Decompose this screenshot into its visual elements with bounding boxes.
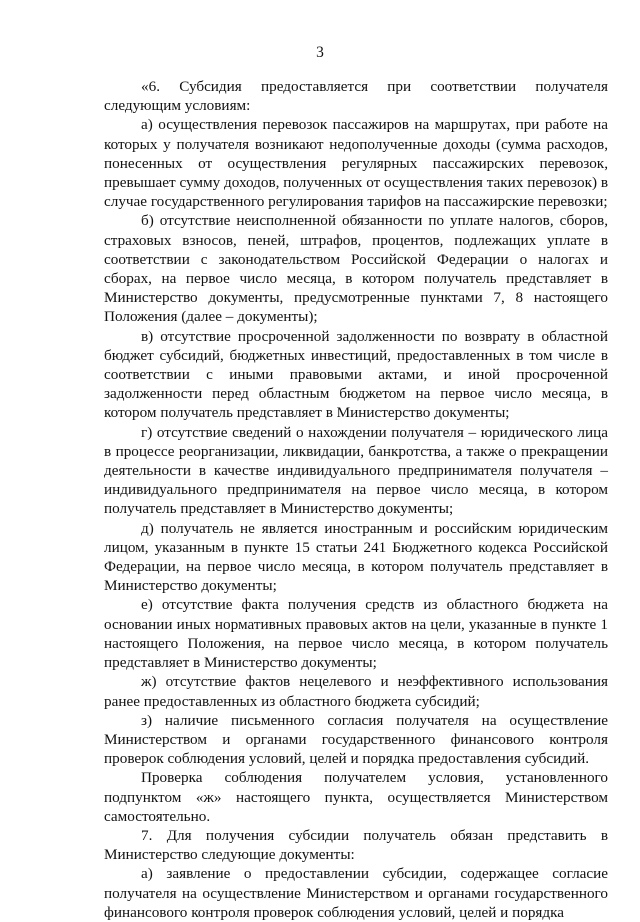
paragraph-6g: г) отсутствие сведений о нахождении получателя – юридического лица в процессе реорганизации, ликвидации, банкротства, а также о прекращении деятельности в качестве индивидуального предпринимателя получателя – индивидуального предпринимателя на первое число месяца, в котором получатель представляет в Министерство документы;: [104, 423, 608, 518]
paragraph-7-intro: 7. Для получения субсидии получатель обязан представить в Министерство следующие документы:: [104, 826, 608, 864]
paragraph-verification: Проверка соблюдения получателем условия, установленного подпунктом «ж» настоящего пункта, осуществляется Министерством самостоятельно.: [104, 769, 608, 825]
paragraph-7a: а) заявление о предоставлении субсидии, содержащее согласие получателя на осуществление Министерством и органами государственного финансового контроля проверок соблюдения условий, целей и порядка: [104, 865, 608, 921]
paragraph-6-intro: «6. Субсидия предоставляется при соответствии получателя следующим условиям:: [104, 78, 608, 115]
paragraph-6b: б) отсутствие неисполненной обязанности по уплате налогов, сборов, страховых взносов, пеней, штрафов, процентов, подлежащих уплате в соответствии с законодательством Российской Федерации о налогах и сборах, на первое число месяца, в котором получатель представляет в Министерство документы, предусмотренные пунктами 7, 8 настоящего Положения (далее – документы);: [104, 212, 608, 326]
paragraph-6a: а) осуществления перевозок пассажиров на маршрутах, при работе на которых у получателя возникают недополученные доходы (сумма расходов, понесенных от осуществления регулярных пассажирских перевозок, превышает сумму доходов, полученных от осуществления таких перевозок) в случае государственного регулирования тарифов на пассажирские перевозки;: [104, 116, 608, 211]
page-number: 3: [316, 44, 324, 61]
paragraph-6v: в) отсутствие просроченной задолженности по возврату в областной бюджет субсидий, бюджетных инвестиций, предоставленных в том числе в соответствии с иными правовыми актами, и иной просроченной задолженности перед областным бюджетом на первое число месяца, в котором получатель представляет в Министерство документы;: [104, 327, 608, 422]
paragraph-6d: д) получатель не является иностранным и российским юридическим лицом, указанным в пункте 15 статьи 241 Бюджетного кодекса Российской Федерации, на первое число месяца, в котором получатель представляет в Министерство документы;: [104, 519, 608, 595]
paragraph-6zh: ж) отсутствие фактов нецелевого и неэффективного использования ранее предоставленных из областного бюджета субсидий;: [104, 673, 608, 710]
paragraph-6z: з) наличие письменного согласия получателя на осуществление Министерством и органами государственного финансового контроля проверок соблюдения условий, целей и порядка предоставления субсидий.: [104, 711, 608, 768]
paragraph-6e: е) отсутствие факта получения средств из областного бюджета на основании иных нормативных правовых актов на цели, указанные в пункте 1 настоящего Положения, на первое число месяца, в котором получатель представляет в Министерство документы;: [104, 596, 608, 672]
document-body: [104, 77, 608, 922]
